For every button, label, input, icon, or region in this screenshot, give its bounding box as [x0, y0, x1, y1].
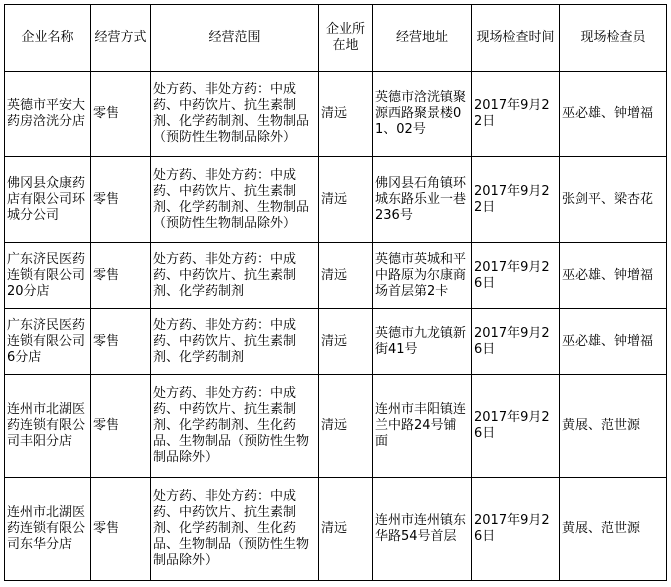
header-location: 企业所在地 [319, 5, 373, 72]
address-cell: 连州市丰阳镇连兰中路24号铺面 [373, 375, 472, 478]
table-row [5, 243, 667, 309]
address-cell: 英德市九龙镇新街41号 [373, 309, 472, 375]
header-business-scope: 经营范围 [151, 5, 319, 72]
business-scope-cell: 处方药、非处方药：中成药、中药饮片、抗生素制剂、化学药制剂 [151, 309, 319, 375]
inspectors-cell: 巫必雄、钟增福 [560, 309, 667, 375]
location-cell: 清远 [319, 375, 373, 478]
table-row [5, 309, 667, 375]
company-name-cell: 佛冈县众康药店有限公司环城分公司 [5, 157, 91, 243]
address-cell: 佛冈县石角镇环城东路乐业一巷236号 [373, 157, 472, 243]
location-cell: 清远 [319, 478, 373, 581]
inspection-time-cell: 2017年9月22日 [472, 157, 560, 243]
business-mode-cell: 零售 [91, 478, 151, 581]
table-row [5, 375, 667, 478]
business-scope-cell: 处方药、非处方药：中成药、中药饮片、抗生素制剂、化学药制剂 [151, 243, 319, 309]
company-name-cell: 广东济民医药连锁有限公司20分店 [5, 243, 91, 309]
company-name-cell: 连州市北湖医药连锁有限公司丰阳分店 [5, 375, 91, 478]
inspectors-cell: 巫必雄、钟增福 [560, 72, 667, 157]
location-cell: 清远 [319, 157, 373, 243]
table-header [5, 5, 667, 72]
table-row [5, 72, 667, 157]
inspectors-cell: 黄展、范世源 [560, 375, 667, 478]
business-scope-cell: 处方药、非处方药：中成药、中药饮片、抗生素制剂、化学药制剂、生化药品、生物制品（预防性生物制品除外） [151, 375, 319, 478]
company-name-cell: 广东济民医药连锁有限公司6分店 [5, 309, 91, 375]
table-row [5, 157, 667, 243]
inspection-time-cell: 2017年9月26日 [472, 309, 560, 375]
business-mode-cell: 零售 [91, 309, 151, 375]
header-inspectors: 现场检查员 [560, 5, 667, 72]
business-mode-cell: 零售 [91, 243, 151, 309]
location-cell: 清远 [319, 72, 373, 157]
header-inspection-time: 现场检查时间 [472, 5, 560, 72]
inspection-time-cell: 2017年9月26日 [472, 375, 560, 478]
header-row [5, 5, 667, 72]
inspection-time-cell: 2017年9月26日 [472, 478, 560, 581]
business-scope-cell: 处方药、非处方药：中成药、中药饮片、抗生素制剂、化学药制剂、生物制品（预防性生物制品除外） [151, 72, 319, 157]
inspection-time-cell: 2017年9月26日 [472, 243, 560, 309]
business-mode-cell: 零售 [91, 157, 151, 243]
header-business-mode: 经营方式 [91, 5, 151, 72]
address-cell: 英德市浛洸镇聚源西路聚景楼01、02号 [373, 72, 472, 157]
business-mode-cell: 零售 [91, 375, 151, 478]
location-cell: 清远 [319, 309, 373, 375]
business-scope-cell: 处方药、非处方药：中成药、中药饮片、抗生素制剂、化学药制剂、生物制品（预防性生物制品除外） [151, 157, 319, 243]
inspectors-cell: 张剑平、梁杏花 [560, 157, 667, 243]
location-cell: 清远 [319, 243, 373, 309]
address-cell: 英德市英城和平中路原为尔康商场首层第2卡 [373, 243, 472, 309]
business-mode-cell: 零售 [91, 72, 151, 157]
company-name-cell: 英德市平安大药房浛洸分店 [5, 72, 91, 157]
company-name-cell: 连州市北湖医药连锁有限公司东华分店 [5, 478, 91, 581]
business-scope-cell: 处方药、非处方药：中成药、中药饮片、抗生素制剂、化学药制剂、生化药品、生物制品（预防性生物制品除外） [151, 478, 319, 581]
inspection-table [4, 4, 667, 581]
table-row [5, 478, 667, 581]
address-cell: 连州市连州镇东华路54号首层 [373, 478, 472, 581]
header-company-name: 企业名称 [5, 5, 91, 72]
inspectors-cell: 巫必雄、钟增福 [560, 243, 667, 309]
header-address: 经营地址 [373, 5, 472, 72]
table-body [5, 72, 667, 581]
inspection-time-cell: 2017年9月22日 [472, 72, 560, 157]
inspectors-cell: 黄展、范世源 [560, 478, 667, 581]
